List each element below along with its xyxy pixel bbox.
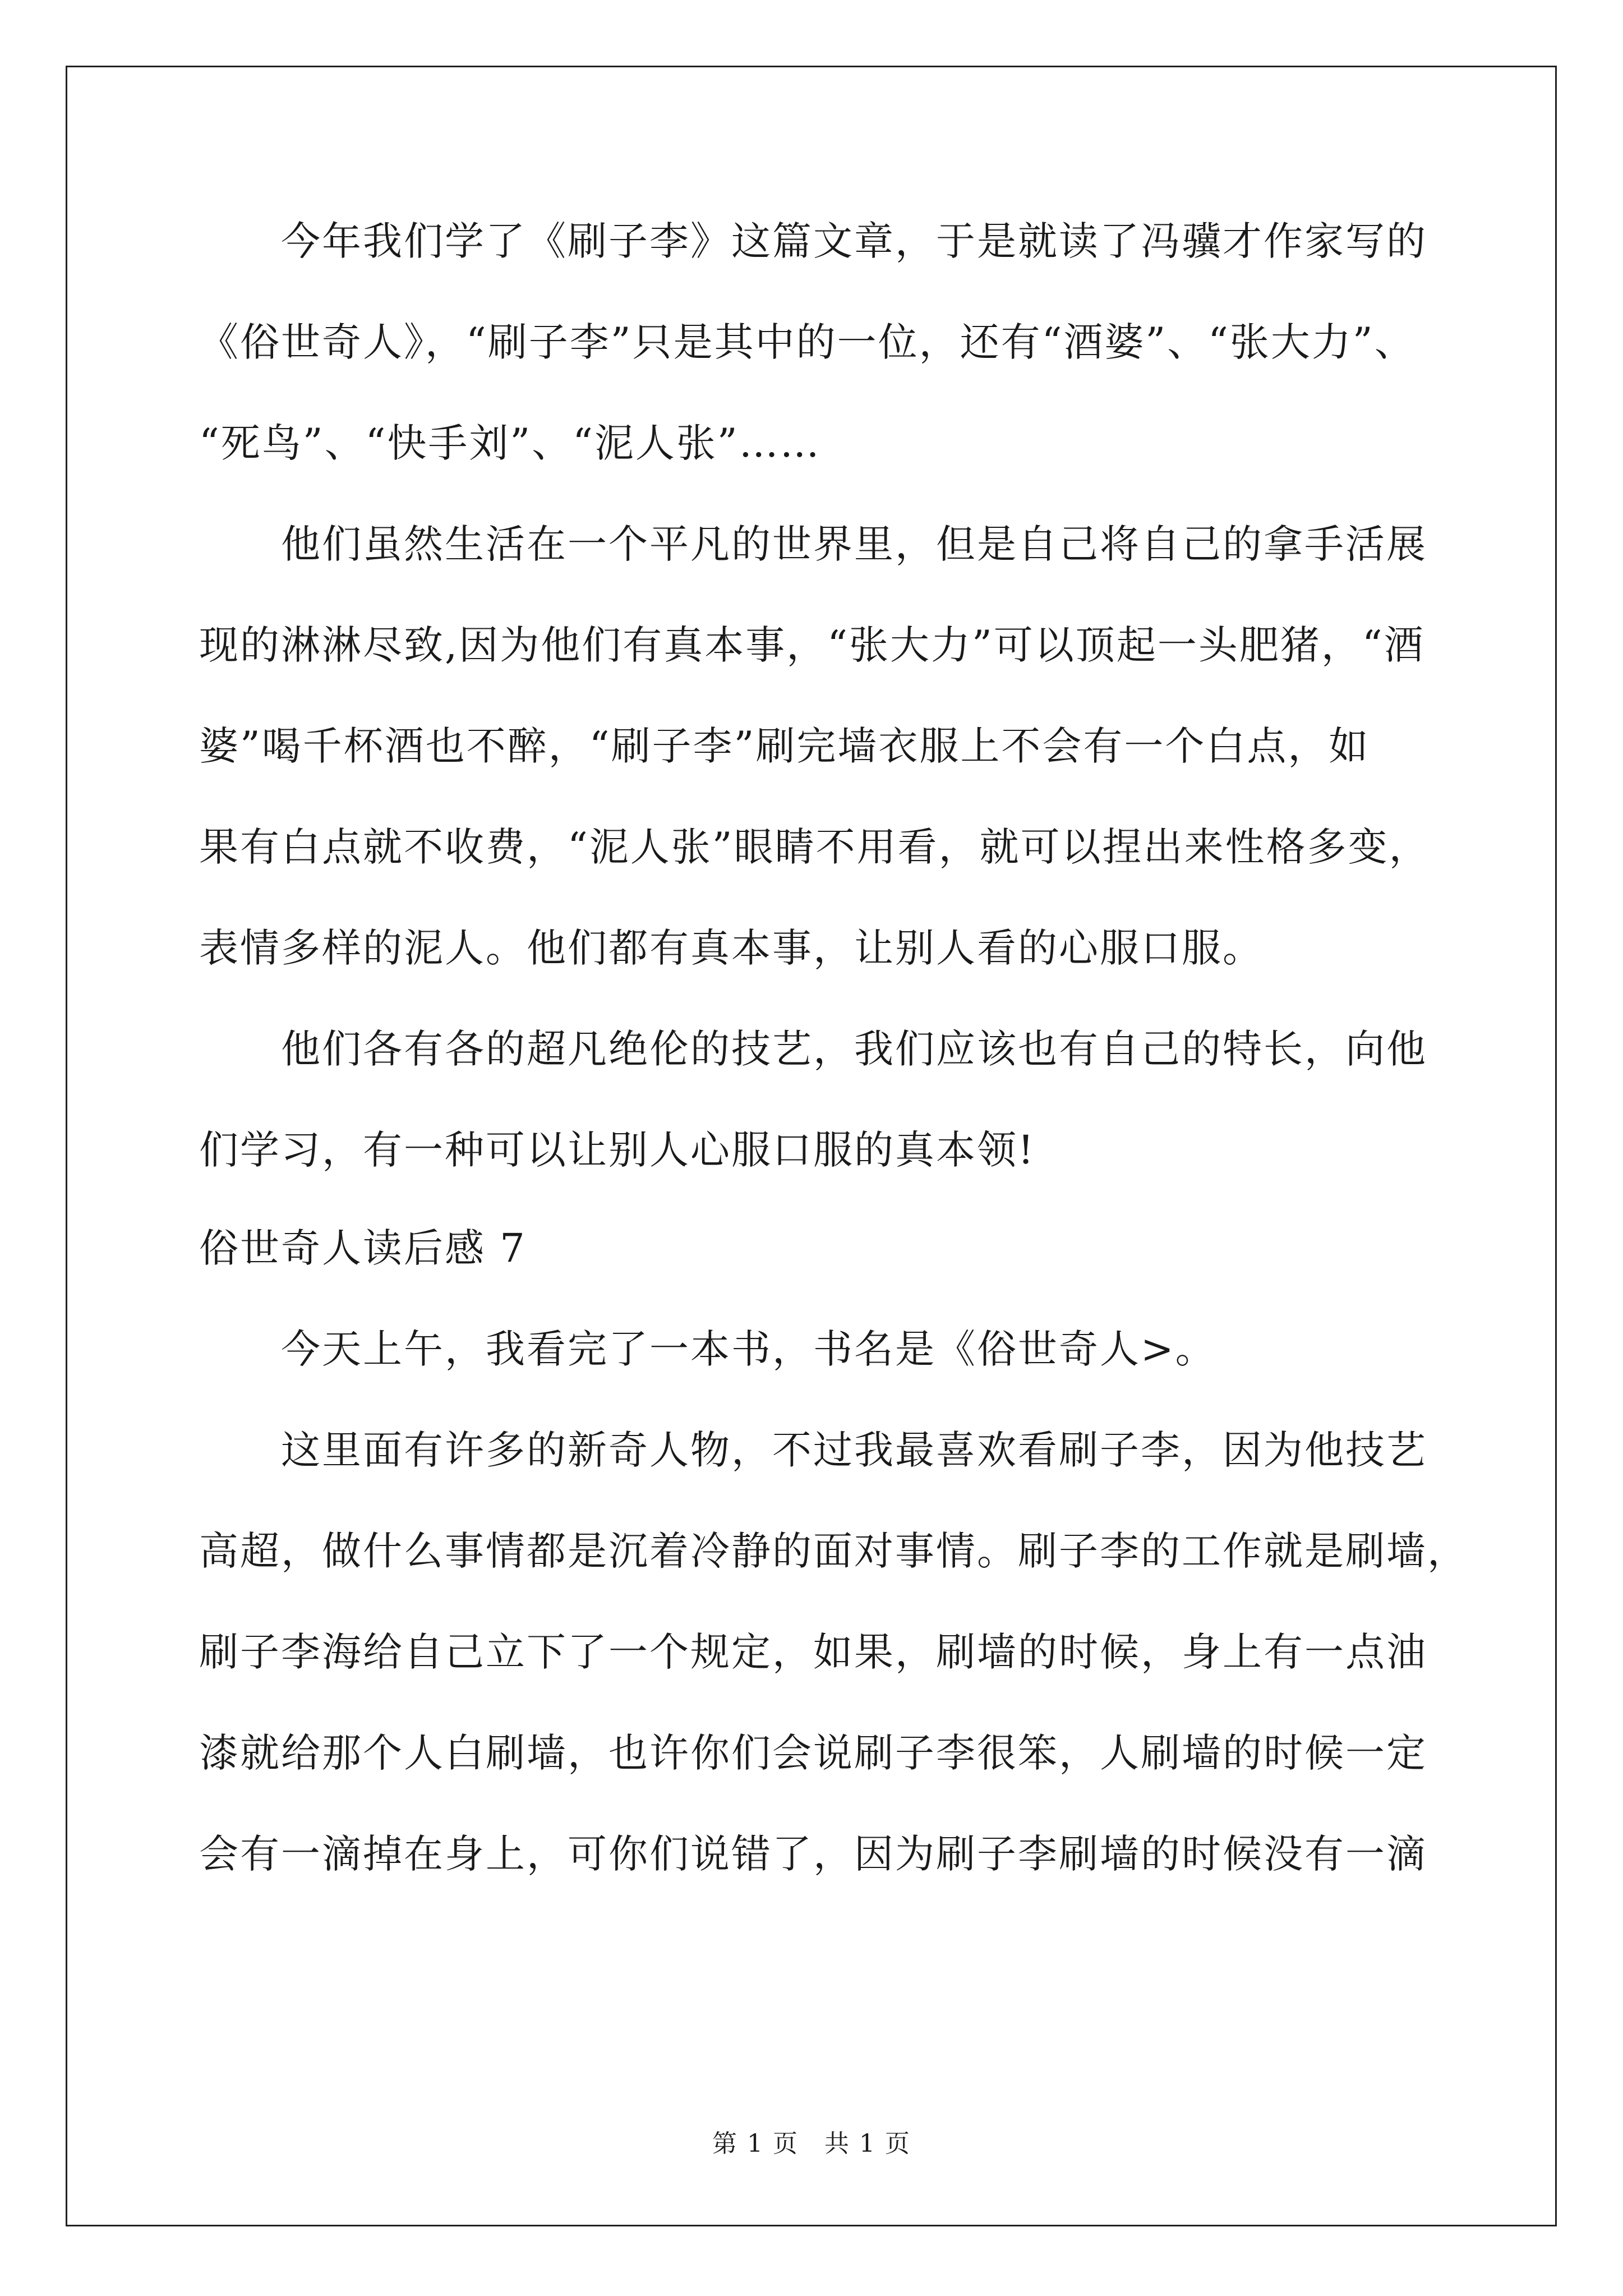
paragraph-line: 高超，做什么事情都是沉着冷静的面对事情。刷子李的工作就是刷墙， [199, 1528, 1468, 1574]
paragraph-line: 现的淋淋尽致,因为他们有真本事，“张大力”可以顶起一头肥猪，“酒 [199, 622, 1425, 668]
paragraph-line: 今年我们学了《刷子李》这篇文章，于是就读了冯骥才作家写的 [281, 218, 1427, 264]
paragraph-line: 他们各有各的超凡绝伦的技艺，我们应该也有自己的特长，向他 [281, 1026, 1427, 1072]
paragraph-line: 今天上午，我看完了一本书，书名是《俗世奇人>。 [281, 1326, 1216, 1372]
paragraph-line: 会有一滴掉在身上，可你们说错了，因为刷子李刷墙的时候没有一滴 [199, 1831, 1427, 1877]
paragraph-line: “死鸟”、“快手刘”、“泥人张”…… [199, 420, 821, 466]
paragraph-line: 《俗世奇人》，“刷子李”只是其中的一位，还有“酒婆”、“张大力”、 [199, 319, 1415, 365]
page-footer: 第 1 页 共 1 页 [712, 2129, 911, 2158]
paragraph-line: 表情多样的泥人。他们都有真本事，让别人看的心服口服。 [199, 925, 1264, 971]
paragraph-line: 婆”喝千杯酒也不醉，“刷子李”刷完墙衣服上不会有一个白点，如 [199, 723, 1370, 769]
paragraph-line: 漆就给那个人白刷墙，也许你们会说刷子李很笨，人刷墙的时候一定 [199, 1730, 1427, 1776]
section-heading: 俗世奇人读后感 7 [199, 1225, 527, 1271]
paragraph-line: 刷子李海给自己立下了一个规定，如果，刷墙的时候，身上有一点油 [199, 1629, 1427, 1675]
paragraph-line: 们学习，有一种可以让别人心服口服的真本领! [199, 1127, 1036, 1173]
paragraph-line: 果有白点就不收费，“泥人张”眼睛不用看，就可以捏出来性格多变， [199, 824, 1430, 870]
paragraph-line: 这里面有许多的新奇人物，不过我最喜欢看刷子李，因为他技艺 [281, 1427, 1427, 1473]
paragraph-line: 他们虽然生活在一个平凡的世界里，但是自己将自己的拿手活展 [281, 521, 1427, 567]
